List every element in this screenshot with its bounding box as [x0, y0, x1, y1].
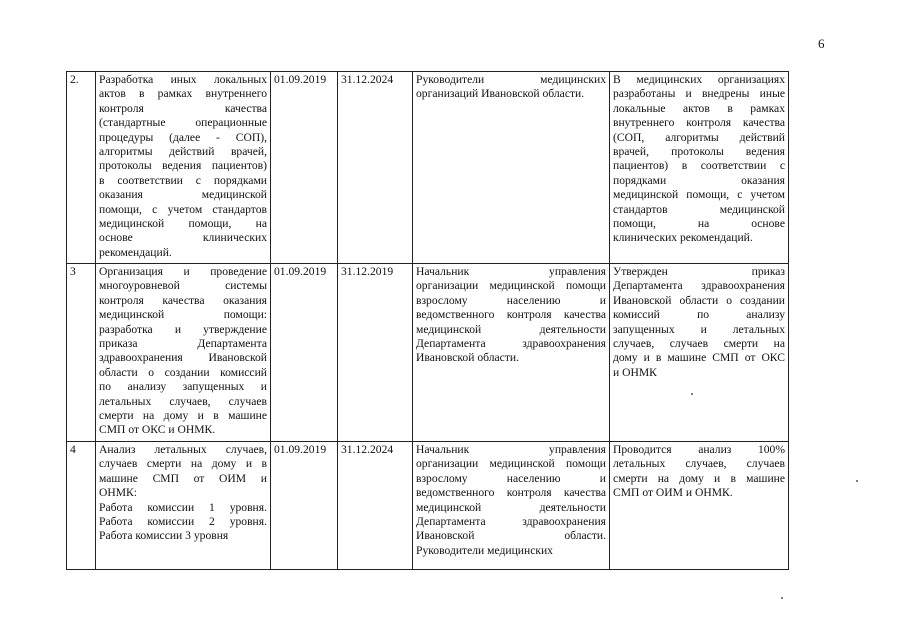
- responsible-cell: [413, 72, 610, 264]
- cell-text: 31.12.2019: [341, 265, 394, 278]
- table-row: [67, 72, 789, 264]
- text-line: Начальник управления: [416, 265, 606, 278]
- text-line: Анализ летальных случаев,: [99, 443, 267, 456]
- text-line: смерти на дому и в машине: [99, 409, 267, 423]
- text-line: В медицинских организациях: [613, 73, 785, 86]
- scan-speck: [856, 480, 858, 482]
- end-date-cell: [338, 264, 413, 442]
- text-line: внутреннего контроля качества: [613, 116, 785, 130]
- text-line: области о создании комиссий: [99, 365, 267, 379]
- start-date-cell: [271, 72, 338, 264]
- text-line: Ивановской области.: [416, 529, 606, 543]
- text-line: приказа Департамента: [99, 337, 267, 351]
- activity-cell: [96, 264, 271, 442]
- text-line: протоколы ведения пациентов): [99, 159, 267, 173]
- text-line: Руководители медицинских: [416, 73, 606, 86]
- cell-text: 01.09.2019: [274, 443, 327, 456]
- text-line: дому и в машине СМП от ОКС: [613, 351, 785, 365]
- cell-text: 3: [70, 265, 76, 278]
- text-line: ведомственного контроля качества: [416, 486, 606, 500]
- text-line: медицинской помощи, на: [99, 217, 267, 231]
- text-line: разработаны и внедрены иные: [613, 87, 785, 101]
- text-line: основе клинических: [99, 231, 267, 245]
- table-row: [67, 442, 789, 570]
- text-line: контроля качества оказания: [99, 293, 267, 307]
- text-line: Ивановской области.: [416, 351, 519, 365]
- text-line: медицинской деятельности: [416, 500, 606, 514]
- text-line: и ОНМК: [613, 365, 657, 379]
- scan-speck: [781, 597, 783, 599]
- text-line: (СОП, алгоритмы действий: [613, 130, 785, 144]
- text-line: Департамента здравоохранения: [416, 515, 606, 529]
- text-line: Организация и проведение: [99, 265, 267, 278]
- text-line: запущенных и летальных: [613, 322, 785, 336]
- cell-text: 2.: [70, 73, 79, 86]
- text-line: медицинской помощи, с учетом: [613, 188, 785, 202]
- text-line: Руководители медицинских: [416, 543, 553, 557]
- result-cell: [610, 72, 789, 264]
- result-cell: [610, 442, 789, 570]
- text-line: стандартов медицинской: [613, 202, 785, 216]
- text-line: Работа комиссии 3 уровня: [99, 529, 229, 543]
- text-line: Работа комиссии 2 уровня.: [99, 515, 267, 529]
- text-line: летальных случаев, случаев: [613, 457, 785, 471]
- start-date-cell: [271, 442, 338, 570]
- text-line: разработка и утверждение: [99, 322, 267, 336]
- text-line: медицинской помощи:: [99, 308, 267, 322]
- row-number-cell: [67, 264, 96, 442]
- text-line: Начальник управления: [416, 443, 606, 456]
- text-line: медицинской деятельности: [416, 322, 606, 336]
- text-line: локальные актов в рамках: [613, 101, 785, 115]
- responsible-cell: [413, 264, 610, 442]
- text-line: летальных случаев, случаев: [99, 394, 267, 408]
- cell-text: 01.09.2019: [274, 73, 327, 86]
- end-date-cell: [338, 72, 413, 264]
- text-line: актов в рамках внутреннего: [99, 87, 267, 101]
- text-line: смерти на дому и в машине: [613, 471, 785, 485]
- text-line: алгоритмы действий врачей,: [99, 145, 267, 159]
- activity-cell: [96, 442, 271, 570]
- text-line: многоуровневой системы: [99, 279, 267, 293]
- text-line: СМП от ОКС и ОНМК.: [99, 423, 216, 437]
- text-line: рекомендаций.: [99, 245, 172, 259]
- text-line: ОНМК:: [99, 486, 138, 500]
- text-line: случаев, случаев смерти на: [613, 337, 785, 351]
- responsible-cell: [413, 442, 610, 570]
- text-line: комиссий по анализу: [613, 308, 785, 322]
- scan-speck: [691, 393, 693, 395]
- text-line: случаев смерти на дому и в: [99, 457, 267, 471]
- row-number-cell: [67, 72, 96, 264]
- page-number: 6: [818, 36, 825, 51]
- row-number-cell: [67, 442, 96, 570]
- text-line: Проводится анализ 100%: [613, 443, 785, 456]
- text-line: процедуры (далее - СОП),: [99, 130, 267, 144]
- table-row: [67, 264, 789, 442]
- text-line: взрослому населению и: [416, 471, 606, 485]
- text-line: в соответствии с порядками: [99, 173, 267, 187]
- text-line: Департамента здравоохранения: [416, 337, 606, 351]
- cell-text: 31.12.2024: [341, 443, 394, 456]
- text-line: Работа комиссии 1 уровня.: [99, 500, 267, 514]
- cell-text: 4: [70, 443, 76, 456]
- text-line: контроля качества: [99, 101, 267, 115]
- text-line: СМП от ОИМ и ОНМК.: [613, 486, 733, 500]
- text-line: взрослому населению и: [416, 293, 606, 307]
- text-line: помощи, с учетом стандартов: [99, 202, 267, 216]
- text-line: Утвержден приказ: [613, 265, 785, 278]
- start-date-cell: [271, 264, 338, 442]
- text-line: организаций Ивановской области.: [416, 87, 585, 101]
- text-line: по анализу запущенных и: [99, 380, 267, 394]
- end-date-cell: [338, 442, 413, 570]
- text-line: организации медицинской помощи: [416, 279, 606, 293]
- text-line: порядками оказания: [613, 173, 785, 187]
- activity-cell: [96, 72, 271, 264]
- text-line: здравоохранения Ивановской: [99, 351, 267, 365]
- result-cell: [610, 264, 789, 442]
- text-line: Разработка иных локальных: [99, 73, 267, 86]
- text-line: организации медицинской помощи: [416, 457, 606, 471]
- text-line: оказания медицинской: [99, 188, 267, 202]
- text-line: Ивановской области о создании: [613, 293, 785, 307]
- text-line: ведомственного контроля качества: [416, 308, 606, 322]
- text-line: (стандартные операционные: [99, 116, 267, 130]
- text-line: машине СМП от ОИМ и: [99, 471, 267, 485]
- text-line: Департамента здравоохранения: [613, 279, 785, 293]
- activities-table: [66, 71, 789, 570]
- cell-text: 01.09.2019: [274, 265, 327, 278]
- text-line: помощи, на основе: [613, 217, 785, 231]
- text-line: клинических рекомендаций.: [613, 231, 753, 245]
- text-line: пациентов) в соответствии с: [613, 159, 785, 173]
- cell-text: 31.12.2024: [341, 73, 394, 86]
- text-line: врачей, протоколы ведения: [613, 145, 785, 159]
